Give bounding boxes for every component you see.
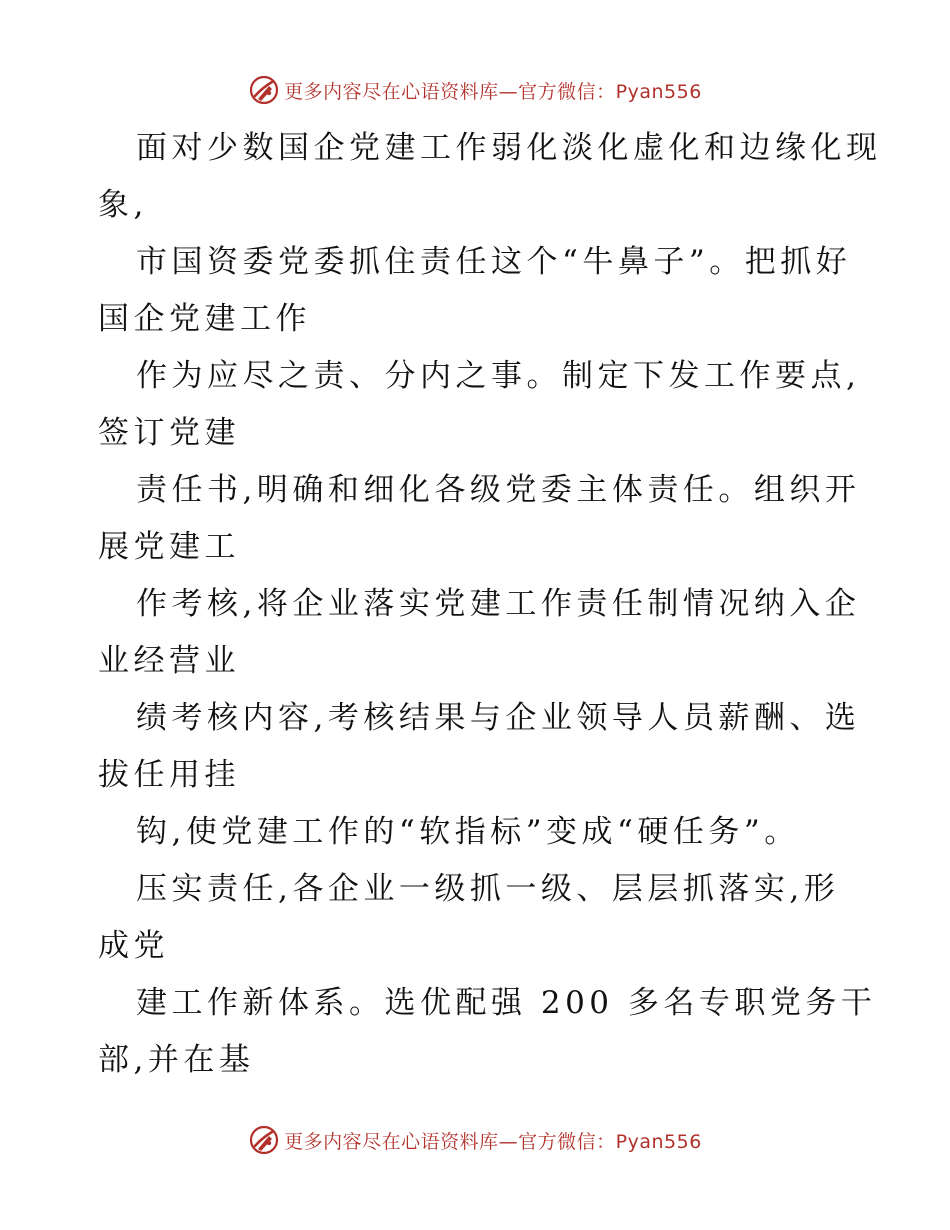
text-line: 压实责任,各企业一级抓一级、层层抓落实,形 xyxy=(136,871,840,907)
pen-logo-icon xyxy=(248,1124,280,1156)
text-line: 拔任用挂 xyxy=(98,757,240,793)
text-line: 面对少数国企党建工作弱化淡化虚化和边缘化现 xyxy=(136,130,882,166)
text-line: 象, xyxy=(98,187,148,223)
text-line: 责任书,明确和细化各级党委主体责任。组织开 xyxy=(136,472,861,508)
text-line: 部,并在基 xyxy=(98,1042,255,1078)
text-line: 展党建工 xyxy=(98,529,240,565)
text-line: 成党 xyxy=(98,928,169,964)
text-line: 钩,使党建工作的“软指标”变成“硬任务”。 xyxy=(136,814,800,850)
text-line: 签订党建 xyxy=(98,415,240,451)
text-line: 绩考核内容,考核结果与企业领导人员薪酬、选 xyxy=(136,700,861,736)
text-line: 国企党建工作 xyxy=(98,301,311,337)
text-line: 市国资委党委抓住责任这个“牛鼻子”。把抓好 xyxy=(136,244,852,280)
document-body xyxy=(98,120,882,1089)
footer-banner-text: 更多内容尽在心语资料库—官方微信：Pyan556 xyxy=(284,1130,702,1153)
header-banner xyxy=(0,70,950,110)
header-banner-text: 更多内容尽在心语资料库—官方微信：Pyan556 xyxy=(284,80,702,103)
text-line: 作为应尽之责、分内之事。制定下发工作要点, xyxy=(136,358,861,394)
text-line: 业经营业 xyxy=(98,643,240,679)
footer-banner xyxy=(0,1120,950,1160)
text-line: 建工作新体系。选优配强 200 多名专职党务干 xyxy=(136,985,877,1021)
pen-logo-icon xyxy=(248,74,280,106)
text-line: 作考核,将企业落实党建工作责任制情况纳入企 xyxy=(136,586,861,622)
